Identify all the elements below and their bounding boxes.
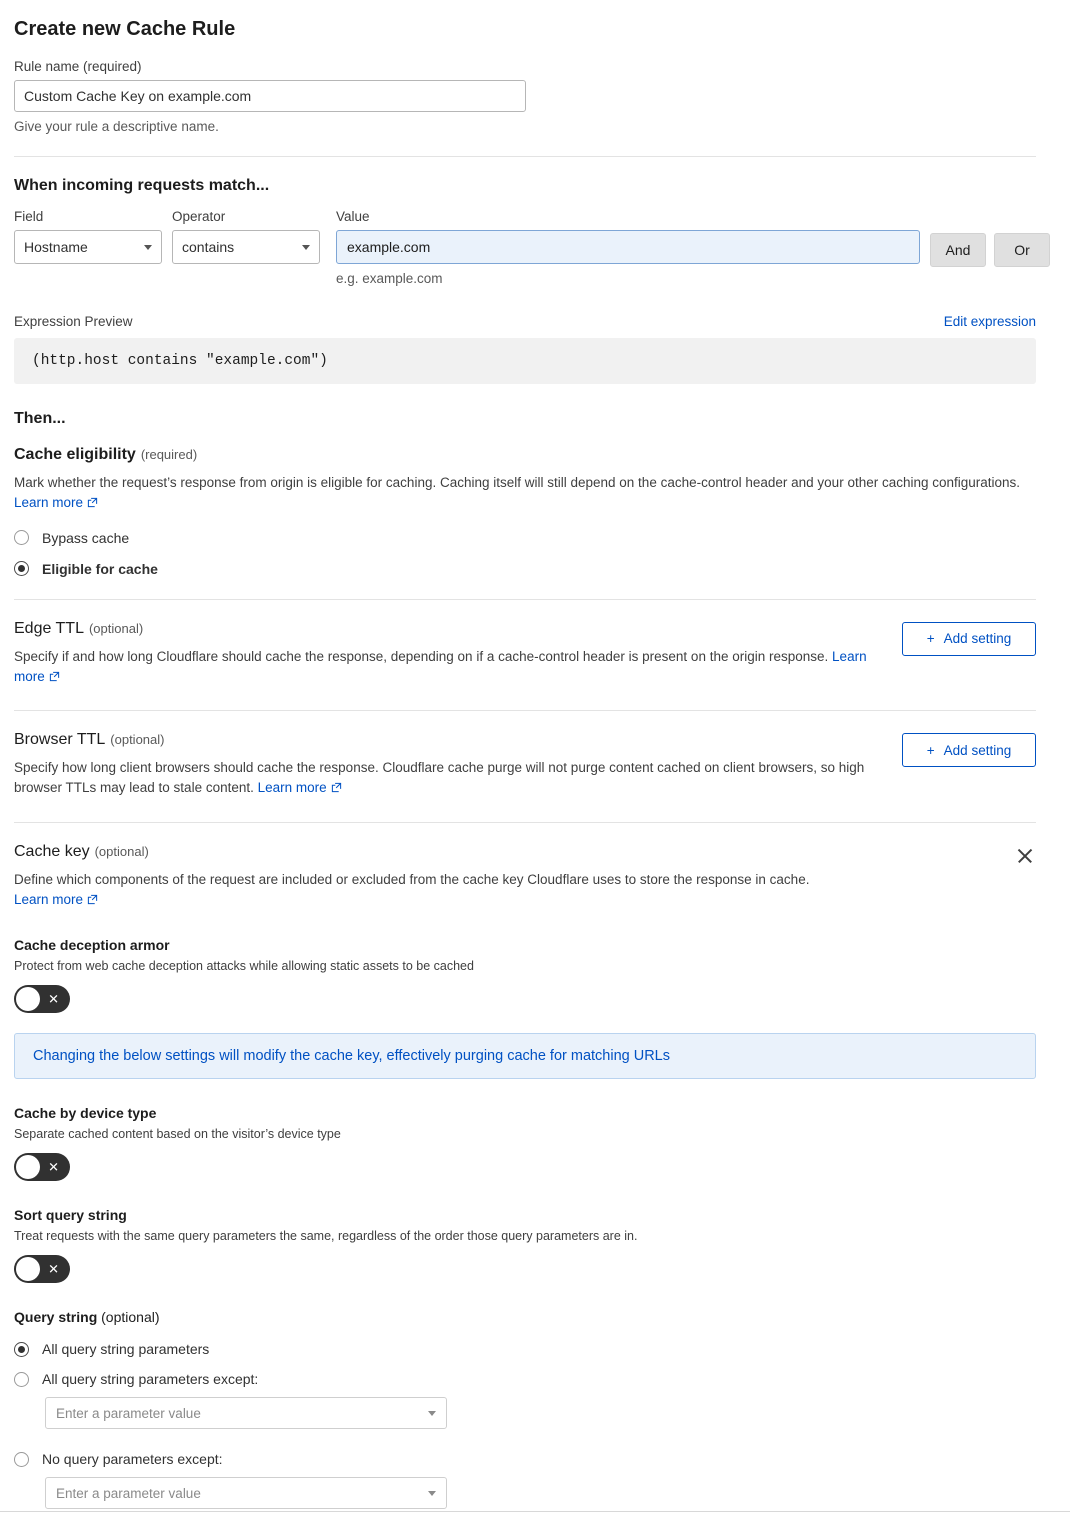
and-or-group [930, 233, 1050, 267]
field-label: Field [14, 209, 44, 224]
cache-key-optional: (optional) [94, 843, 149, 859]
radio-label: No query parameters except: [42, 1451, 223, 1467]
radio-icon [14, 530, 29, 545]
browser-ttl-title [14, 731, 1036, 749]
field-select-value: Hostname [24, 239, 88, 255]
query-string-title [14, 1309, 1036, 1325]
chevron-down-icon [428, 1411, 436, 1416]
browser-ttl-description [14, 758, 874, 800]
cache-eligibility-learn-more-link[interactable]: Learn more [14, 495, 84, 511]
rule-name-help: Give your rule a descriptive name. [14, 119, 219, 134]
edit-expression-link[interactable]: Edit expression [943, 314, 1036, 329]
cache-key-description-text: Define which components of the request are included or excluded from the cache key Cloudflare uses to store the response in cache. [14, 871, 810, 887]
none-except-parameter-select[interactable] [45, 1477, 447, 1509]
toggle-knob [16, 1155, 40, 1179]
value-column [336, 209, 920, 286]
radio-all-query-string-parameters-except[interactable] [14, 1371, 1036, 1387]
browser-ttl-section [14, 711, 1036, 800]
match-heading: When incoming requests match... [14, 177, 270, 194]
cache-eligibility-title-text: Cache eligibility [14, 446, 136, 463]
cache-eligibility-required: (required) [140, 447, 198, 462]
cache-deception-armor-title: Cache deception armor [14, 937, 170, 953]
edge-ttl-optional: (optional) [88, 620, 144, 636]
sort-query-string-title: Sort query string [14, 1207, 127, 1223]
browser-ttl-add-setting-button[interactable] [902, 733, 1036, 767]
external-link-icon [87, 494, 98, 514]
radio-icon [14, 1372, 29, 1387]
edge-ttl-title-text: Edge TTL [14, 619, 84, 637]
cache-key-title-text: Cache key [14, 842, 90, 860]
match-row [14, 209, 1036, 286]
expression-label: Expression Preview [14, 314, 133, 329]
cache-key-notice: Changing the below settings will modify the cache key, effectively purging cache for matching URLs [14, 1033, 1036, 1079]
radio-no-query-parameters-except[interactable] [14, 1451, 1036, 1467]
rule-name-input[interactable] [14, 80, 526, 112]
value-help: e.g. example.com [336, 271, 443, 286]
browser-ttl-add-setting-label: Add setting [943, 742, 1012, 758]
cache-eligibility-description [14, 473, 1024, 515]
cache-key-title [14, 843, 1036, 861]
sort-query-string-subtitle: Treat requests with the same query parameters the same, regardless of the order those query parameters are in. [14, 1229, 638, 1243]
external-link-icon [331, 779, 342, 799]
radio-label: All query string parameters [42, 1341, 210, 1357]
chevron-down-icon [144, 245, 152, 250]
plus-icon: + [926, 631, 935, 646]
operator-column [172, 209, 320, 264]
cache-deception-armor-subtitle: Protect from web cache deception attacks while allowing static assets to be cached [14, 959, 474, 973]
bottom-bar [0, 1511, 1070, 1520]
expression-preview: (http.host contains "example.com") [14, 338, 1036, 384]
value-label: Value [336, 209, 370, 224]
edge-ttl-learn-more-link[interactable]: Learn more [14, 648, 867, 684]
toggle-knob [16, 987, 40, 1011]
cache-key-learn-more-link[interactable]: Learn more [14, 891, 84, 907]
edge-ttl-description [14, 647, 874, 689]
query-string-optional: (optional) [101, 1309, 160, 1325]
rule-name-group [14, 59, 1036, 134]
edge-ttl-title [14, 620, 1036, 638]
edge-ttl-add-setting-button[interactable] [902, 622, 1036, 656]
radio-icon [14, 1452, 29, 1467]
operator-select-value: contains [182, 239, 235, 255]
field-select[interactable] [14, 230, 162, 264]
toggle-off-icon: ✕ [48, 1159, 59, 1175]
toggle-knob [16, 1257, 40, 1281]
query-string-title-text: Query string [14, 1309, 98, 1325]
cache-key-remove-icon[interactable] [1014, 845, 1036, 867]
cache-by-device-type-title: Cache by device type [14, 1105, 157, 1121]
radio-label: Eligible for cache [42, 560, 158, 577]
radio-bypass-cache[interactable] [14, 530, 1036, 546]
or-button[interactable]: Or [994, 233, 1050, 267]
browser-ttl-learn-more-link[interactable]: Learn more [257, 780, 327, 796]
radio-icon-selected [14, 561, 29, 576]
external-link-icon [87, 891, 98, 911]
operator-label: Operator [172, 209, 226, 224]
plus-icon: + [926, 742, 935, 758]
toggle-off-icon: ✕ [48, 1261, 59, 1277]
toggle-off-icon: ✕ [48, 991, 59, 1007]
browser-ttl-title-text: Browser TTL [14, 731, 106, 748]
cache-key-description [14, 870, 1024, 912]
chevron-down-icon [302, 245, 310, 250]
expression-header [14, 314, 1036, 329]
sort-query-string-toggle[interactable] [14, 1255, 70, 1283]
browser-ttl-optional: (optional) [110, 732, 165, 747]
all-except-parameter-placeholder: Enter a parameter value [56, 1405, 201, 1421]
edge-ttl-description-text: Specify if and how long Cloudflare should cache the response, depending on if a cache-control header is present on the origin response. [14, 648, 829, 664]
divider-1 [14, 156, 1036, 157]
radio-all-query-string-parameters[interactable] [14, 1341, 1036, 1357]
browser-ttl-description-text: Specify how long client browsers should cache the response. Cloudflare cache purge will not purge content cached on client browsers, so high browser TTLs may lead to stale content. [14, 760, 865, 796]
cache-key-section [14, 823, 1036, 1510]
all-except-parameter-select[interactable] [45, 1397, 447, 1429]
page-title: Create new Cache Rule [14, 18, 236, 40]
cache-deception-armor-toggle[interactable] [14, 985, 70, 1013]
then-heading: Then... [14, 410, 66, 427]
radio-icon-selected [14, 1342, 29, 1357]
and-button[interactable]: And [930, 233, 986, 267]
external-link-icon [49, 668, 60, 688]
chevron-down-icon [428, 1491, 436, 1496]
rule-name-label: Rule name (required) [14, 59, 142, 74]
cache-eligibility-title [14, 446, 1036, 464]
cache-eligibility-section [14, 446, 1036, 577]
cache-by-device-type-toggle[interactable] [14, 1153, 70, 1181]
field-column [14, 209, 162, 264]
edge-ttl-section [14, 600, 1036, 689]
none-except-parameter-placeholder: Enter a parameter value [56, 1485, 201, 1501]
operator-select[interactable] [172, 230, 320, 264]
cache-by-device-type-subtitle: Separate cached content based on the visitor’s device type [14, 1127, 341, 1141]
radio-eligible-for-cache[interactable] [14, 561, 1036, 577]
radio-label: Bypass cache [42, 529, 130, 546]
cache-eligibility-description-text: Mark whether the request’s response from origin is eligible for caching. Caching itself will still depend on the cache-control header and your other caching configurations. [14, 475, 1021, 490]
radio-label: All query string parameters except: [42, 1371, 259, 1387]
edge-ttl-add-setting-label: Add setting [943, 631, 1012, 646]
value-input[interactable] [336, 230, 920, 264]
